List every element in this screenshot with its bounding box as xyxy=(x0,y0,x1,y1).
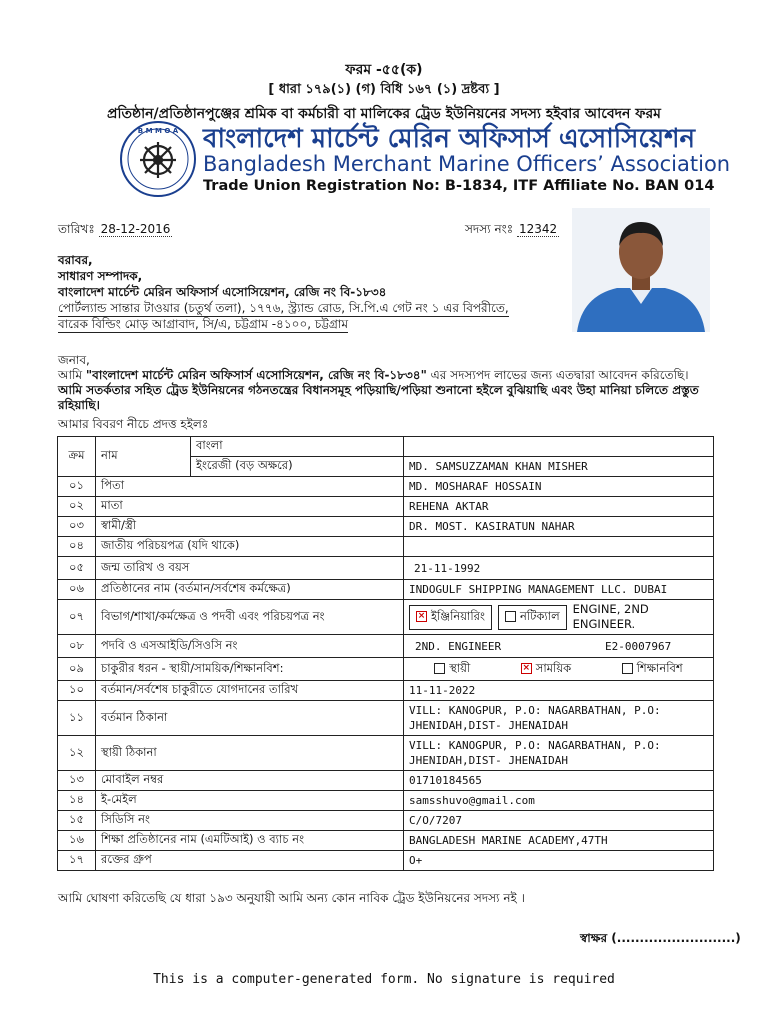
table-row xyxy=(58,600,714,635)
blood-group-value: O+ xyxy=(404,851,714,871)
org-name-english: Bangladesh Merchant Marine Officers’ Association xyxy=(203,152,731,176)
row-sl: ১৭ xyxy=(58,851,96,871)
row-label: স্বামী/স্ত্রী xyxy=(96,517,404,537)
rank-cell xyxy=(404,635,714,658)
table-row xyxy=(58,831,714,851)
table-row xyxy=(58,791,714,811)
trainee-label: শিক্ষানবিশ xyxy=(636,660,683,675)
person-photo-icon xyxy=(572,208,710,332)
table-row xyxy=(58,537,714,557)
details-intro: আমার বিবরণ নীচে প্রদত্ত হইলঃ xyxy=(58,417,209,431)
address-street-text: পোর্টল্যান্ড সান্তার টাওয়ার (চতুর্থ তলা), ১৭৭৬, স্ট্র্যান্ড রোড, সি.পি.এ গেট নং ১ এর বিপরীতে, xyxy=(58,301,509,315)
org-name-bangla: বাংলাদেশ মার্চেন্ট মেরিন অফিসার্স এসোসিয়েশন xyxy=(203,124,696,154)
english-label: ইংরেজী (বড় অক্ষরে) xyxy=(191,457,404,477)
row-sl: ০৬ xyxy=(58,580,96,600)
nautical-option[interactable] xyxy=(498,605,567,630)
name-label: নাম xyxy=(96,437,191,477)
signature-line: স্বাক্ষর (..........................) xyxy=(580,931,741,945)
row-sl: ০৯ xyxy=(58,658,96,681)
table-row xyxy=(58,517,714,537)
email-value: samsshuvo@gmail.com xyxy=(404,791,714,811)
present-address-value: VILL: KANOGPUR, P.O: NAGARBATHAN, P.O: JHENIDAH,DIST- JHENAIDAH xyxy=(404,701,714,736)
table-row xyxy=(58,497,714,517)
department-value: ENGINE, 2ND ENGINEER. xyxy=(572,602,649,631)
row-label: পদবি ও এসআইডি/সিওসি নং xyxy=(96,635,404,658)
table-row xyxy=(58,771,714,791)
form-subtitle: প্রতিষ্ঠান/প্রতিষ্ঠানপুঞ্জের শ্রমিক বা কর্মচারী বা মালিকের ট্রেড ইউনিয়নের সদস্য হইবার আবেদন ফরম xyxy=(107,106,661,122)
temporary-label: সাময়িক xyxy=(535,660,572,675)
row-label: ই-মেইল xyxy=(96,791,404,811)
section-reference: [ ধারা ১৭৯(১) (গ) বিধি ১৬৭ (১) দ্রষ্টব্য ] xyxy=(268,82,500,97)
row-sl: ১০ xyxy=(58,681,96,701)
row-label: প্রতিষ্ঠানের নাম (বর্তমান/সর্বশেষ কর্মক্ষেত্র) xyxy=(96,580,404,600)
row-sl: ১৫ xyxy=(58,811,96,831)
address-recipient: সাধারণ সম্পাদক, xyxy=(58,269,143,283)
row-sl: ০৩ xyxy=(58,517,96,537)
member-no-label: সদস্য নংঃ xyxy=(465,222,514,236)
joining-date-value: 11-11-2022 xyxy=(404,681,714,701)
name-bangla-value xyxy=(404,437,714,457)
address-to: বরাবর, xyxy=(58,253,93,267)
row-label: জন্ম তারিখ ও বয়স xyxy=(96,557,404,580)
table-row xyxy=(58,851,714,871)
company-value: INDOGULF SHIPPING MANAGEMENT LLC. DUBAI xyxy=(404,580,714,600)
member-no-field xyxy=(465,221,559,241)
salutation: জনাব, xyxy=(58,353,90,367)
row-sl: ১১ xyxy=(58,701,96,736)
para-org-quote: "বাংলাদেশ মার্চেন্ট মেরিন অফিসার্স এসোসিয়েশন, রেজি নং বি-১৮৩৪" xyxy=(85,368,427,382)
row-sl: ০৭ xyxy=(58,600,96,635)
row-label: সিডিসি নং xyxy=(96,811,404,831)
sl-header: ক্রম xyxy=(58,437,96,477)
bmmoa-logo-icon xyxy=(119,120,197,198)
checked-icon: × xyxy=(522,662,530,673)
department-cell xyxy=(404,600,714,635)
row-sl: ১২ xyxy=(58,736,96,771)
address-city-text: বারেক বিল্ডিং মোড় আগ্রাবাদ, সি/এ, চট্টগ্রাম -৪১০০, চট্টগ্রাম xyxy=(58,317,349,331)
table-row xyxy=(58,580,714,600)
checkbox-icon xyxy=(434,663,445,674)
date-value: 28-12-2016 xyxy=(100,222,171,236)
address-org: বাংলাদেশ মার্চেন্ট মেরিন অফিসার্স এসোসিয়েশন, রেজি নং বি-১৮৩৪ xyxy=(58,285,387,299)
academy-value: BANGLADESH MARINE ACADEMY,47TH xyxy=(404,831,714,851)
row-label: রক্তের গ্রুপ xyxy=(96,851,404,871)
row-sl: ০২ xyxy=(58,497,96,517)
footer-note: This is a computer-generated form. No signature is required xyxy=(153,972,615,987)
row-label: চাকুরীর ধরন - স্থায়ী/সাময়িক/শিক্ষানবিশ: xyxy=(96,658,404,681)
application-paragraph xyxy=(58,368,714,413)
row-label: বর্তমান ঠিকানা xyxy=(96,701,404,736)
name-english-value: MD. SAMSUZZAMAN KHAN MISHER xyxy=(404,457,714,477)
row-label: বর্তমান/সর্বশেষ চাকুরীতে যোগদানের তারিখ xyxy=(96,681,404,701)
checkbox-icon xyxy=(505,611,516,622)
row-label: মোবাইল নম্বর xyxy=(96,771,404,791)
table-row xyxy=(58,701,714,736)
trainee-option[interactable] xyxy=(622,660,683,679)
date-field xyxy=(58,221,172,241)
table-row xyxy=(58,681,714,701)
row-label: পিতা xyxy=(96,477,404,497)
declaration: আমি ঘোষণা করিতেছি যে ধারা ১৯৩ অনুযায়ী আমি অন্য কোন নাবিক ট্রেড ইউনিয়নের সদস্য নই । xyxy=(58,891,525,905)
row-sl: ০৪ xyxy=(58,537,96,557)
table-row xyxy=(58,477,714,497)
nid-value xyxy=(404,537,714,557)
row-label: স্থায়ী ঠিকানা xyxy=(96,736,404,771)
job-type-cell xyxy=(404,658,714,681)
row-label: জাতীয় পরিচয়পত্র (যদি থাকে) xyxy=(96,537,404,557)
org-registration: Trade Union Registration No: B-1834, ITF Affiliate No. BAN 014 xyxy=(203,178,715,194)
row-sl: ১৪ xyxy=(58,791,96,811)
form-number: ফরম -৫৫(ক) xyxy=(345,62,423,78)
table-row xyxy=(58,736,714,771)
para-start: আমি xyxy=(58,368,86,382)
row-label: মাতা xyxy=(96,497,404,517)
mobile-value: 01710184565 xyxy=(404,771,714,791)
row-label: বিভাগ/শাখা/কর্মক্ষেত্র ও পদবী এবং পরিচয়পত্র নং xyxy=(96,600,404,635)
table-row xyxy=(58,635,714,658)
row-label: শিক্ষা প্রতিষ্ঠানের নাম (এমটিআই) ও ব্যাচ নং xyxy=(96,831,404,851)
applicant-photo xyxy=(572,208,710,332)
logo-text: B M M O A xyxy=(137,127,179,135)
permanent-address-value: VILL: KANOGPUR, P.O: NAGARBATHAN, P.O: JHENIDAH,DIST- JHENAIDAH xyxy=(404,736,714,771)
engineering-option[interactable] xyxy=(409,605,492,630)
table-row xyxy=(58,811,714,831)
row-sl: ০৮ xyxy=(58,635,96,658)
spouse-value: DR. MOST. KASIRATUN NAHAR xyxy=(404,517,714,537)
row-sl: ১৩ xyxy=(58,771,96,791)
engineering-label: ইঞ্জিনিয়ারিং xyxy=(431,608,485,623)
rank-value: 2ND. ENGINEER xyxy=(415,639,502,653)
table-row xyxy=(58,658,714,681)
member-no-value: 12342 xyxy=(519,222,558,236)
cdc-value: C/O/7207 xyxy=(404,811,714,831)
permanent-option[interactable] xyxy=(434,660,470,679)
date-label: তারিখঃ xyxy=(58,222,95,236)
table-row xyxy=(58,437,714,457)
nautical-label: নটিক্যাল xyxy=(519,608,560,623)
row-sl: ১৬ xyxy=(58,831,96,851)
checkbox-icon xyxy=(622,663,633,674)
para-middle: এর সদস্যপদ লাভের জন্য এতদ্বারা আবেদন করিতেছি। xyxy=(426,368,689,382)
dob-value: 21-11-1992 xyxy=(404,557,714,580)
checked-icon: × xyxy=(417,610,426,621)
bangla-label: বাংলা xyxy=(191,437,404,457)
para-commitment: আমি সতর্কতার সহিত ট্রেড ইউনিয়নের গঠনতন্ত্রের বিধানসমূহ পড়িয়াছি/পড়িয়া শুনানো হইলে বুঝিয়াছি এবং উহা মানিয়া চলিতে প্রস্তুত রহিয়াছি। xyxy=(58,383,699,412)
row-sl: ০৫ xyxy=(58,557,96,580)
table-row xyxy=(58,557,714,580)
address-city xyxy=(58,316,348,336)
row-sl: ০১ xyxy=(58,477,96,497)
details-table xyxy=(57,436,714,871)
father-value: MD. MOSHARAF HOSSAIN xyxy=(404,477,714,497)
permanent-label: স্থায়ী xyxy=(449,660,471,675)
mother-value: REHENA AKTAR xyxy=(404,497,714,517)
temporary-option[interactable] xyxy=(521,660,571,679)
sid-value: E2-0007967 xyxy=(605,639,672,653)
